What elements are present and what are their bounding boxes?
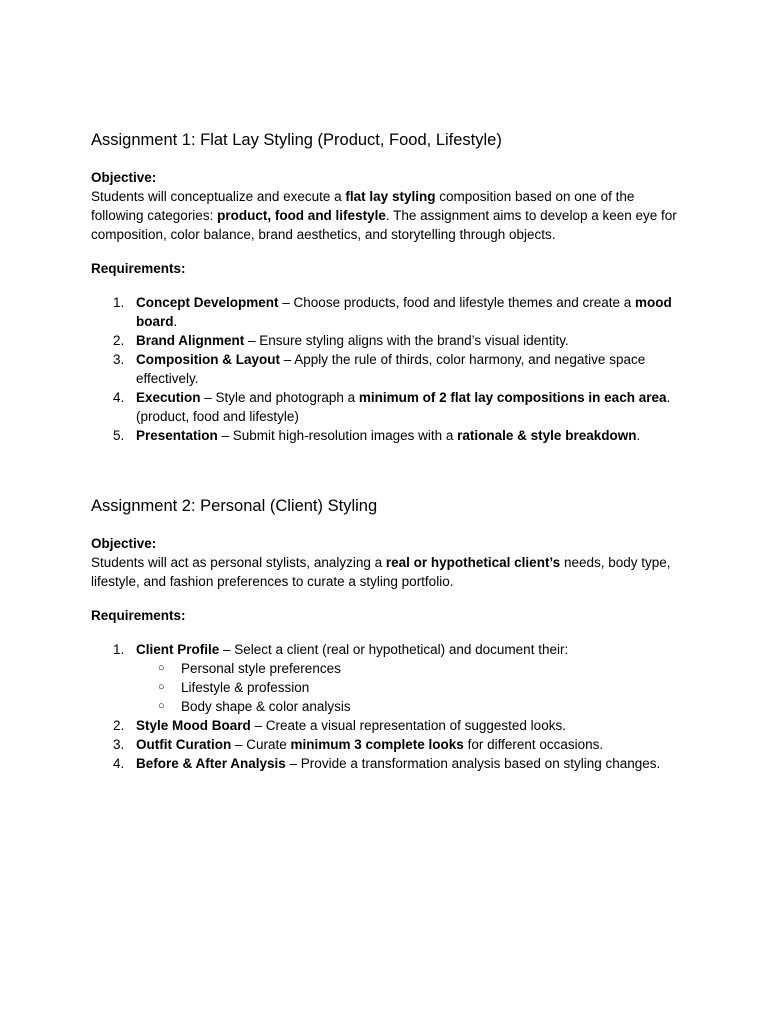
assignment-1-section (91, 129, 691, 445)
requirements-list (91, 640, 691, 773)
sub-list-item: ○ Body shape & color analysis (158, 699, 351, 714)
objective-label: Objective: (91, 170, 157, 185)
list-item: 3. Outfit Curation – Curate minimum 3 complete looks for different occasions. (113, 737, 604, 752)
hollow-circle-bullet-icon: ○ (158, 700, 165, 712)
assignment-2-section (91, 495, 691, 773)
hollow-circle-bullet-icon: ○ (158, 681, 165, 693)
list-item: 5. Presentation – Submit high-resolution images with a rationale & style breakdown. (113, 428, 641, 443)
list-item: 4. Execution – Style and photograph a minimum of 2 flat lay compositions in each area. (product, food and lifestyle) (113, 390, 671, 424)
assignment-2-title: Assignment 2: Personal (Client) Styling (91, 497, 378, 515)
objective-label: Objective: (91, 536, 157, 551)
requirements-label: Requirements: (91, 261, 186, 276)
list-item: 1. Concept Development – Choose products, food and lifestyle themes and create a mood board. (113, 295, 672, 329)
list-item: 2. Style Mood Board – Create a visual representation of suggested looks. (113, 718, 566, 733)
sub-list-item: ○ Personal style preferences (158, 661, 341, 676)
assignment-1-title: Assignment 1: Flat Lay Styling (Product, Food, Lifestyle) (91, 131, 502, 149)
requirements-label: Requirements: (91, 608, 186, 623)
sub-list-item: ○ Lifestyle & profession (158, 680, 310, 695)
list-item: 1. Client Profile – Select a client (real or hypothetical) and document their: ○ Personal style preferences ○ Lifestyle & profession ○ Body shape & color analysis (91, 640, 681, 716)
objective-text: Students will act as personal stylists, analyzing a real or hypothetical client’s needs, body type, lifestyle, and fashion preferences to curate a styling portfolio. (91, 555, 671, 589)
hollow-circle-bullet-icon: ○ (158, 662, 165, 674)
requirements-list (91, 293, 691, 445)
objective-text: Students will conceptualize and execute a flat lay styling composition based on one of the following categories: product, food and lifestyle. The assignment aims to develop a keen eye for composition, color balance, brand aesthetics, and storytelling through objects. (91, 189, 677, 242)
list-item: 3. Composition & Layout – Apply the rule of thirds, color harmony, and negative space effectively. (113, 352, 646, 386)
list-item: 4. Before & After Analysis – Provide a transformation analysis based on styling changes. (113, 756, 661, 771)
list-item: 2. Brand Alignment – Ensure styling aligns with the brand’s visual identity. (113, 333, 569, 348)
client-profile-sublist (136, 659, 681, 716)
